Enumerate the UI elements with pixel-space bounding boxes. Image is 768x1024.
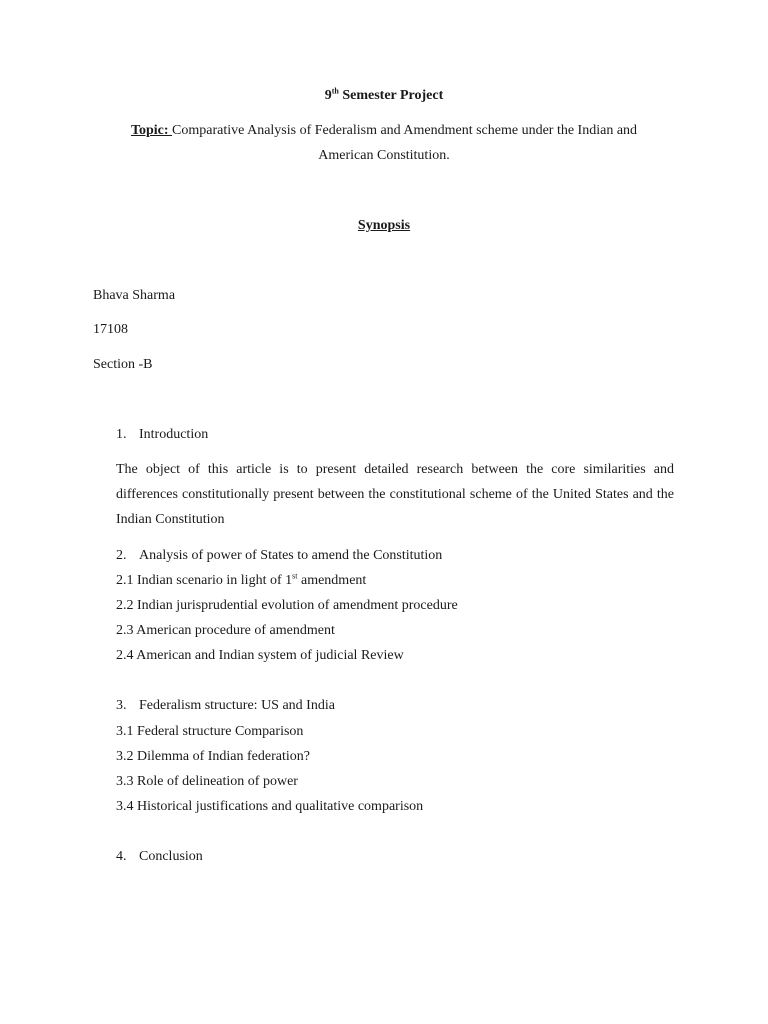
subsection-3-2: 3.2 Dilemma of Indian federation? (116, 749, 310, 764)
section-label: Section -B (93, 357, 153, 372)
topic-line-2: American Constitution. (318, 148, 450, 163)
heading-amendment-power: 2. Analysis of power of States to amend the Constitution (116, 548, 443, 563)
topic-label: Topic: (130, 123, 173, 138)
intro-paragraph: The object of this article is to present detailed research between the core similarities and differences constitutionally present between the constitutional scheme of the United States and the Indian Constitution (116, 462, 674, 527)
heading-introduction: 1. Introduction (116, 427, 209, 442)
topic-line-1: Topic: Comparative Analysis of Federalism and Amendment scheme under the Indian and (130, 123, 638, 138)
roll-number: 17108 (93, 322, 128, 337)
subsection-2-4: 2.4 American and Indian system of judicial Review (116, 648, 404, 663)
subsection-3-1: 3.1 Federal structure Comparison (116, 724, 304, 739)
synopsis-heading: Synopsis (357, 218, 411, 233)
subsection-2-2: 2.2 Indian jurisprudential evolution of amendment procedure (116, 598, 458, 613)
subsection-2-3: 2.3 American procedure of amendment (116, 623, 335, 638)
page-title: 9th Semester Project (324, 86, 444, 103)
subsection-3-4: 3.4 Historical justifications and qualitative comparison (116, 799, 424, 814)
heading-conclusion: 4. Conclusion (116, 849, 203, 864)
author-name: Bhava Sharma (93, 288, 176, 303)
heading-federalism: 3. Federalism structure: US and India (116, 698, 335, 713)
subsection-2-1: 2.1 Indian scenario in light of 1st amendment (116, 571, 367, 588)
subsection-3-3: 3.3 Role of delineation of power (116, 774, 298, 789)
